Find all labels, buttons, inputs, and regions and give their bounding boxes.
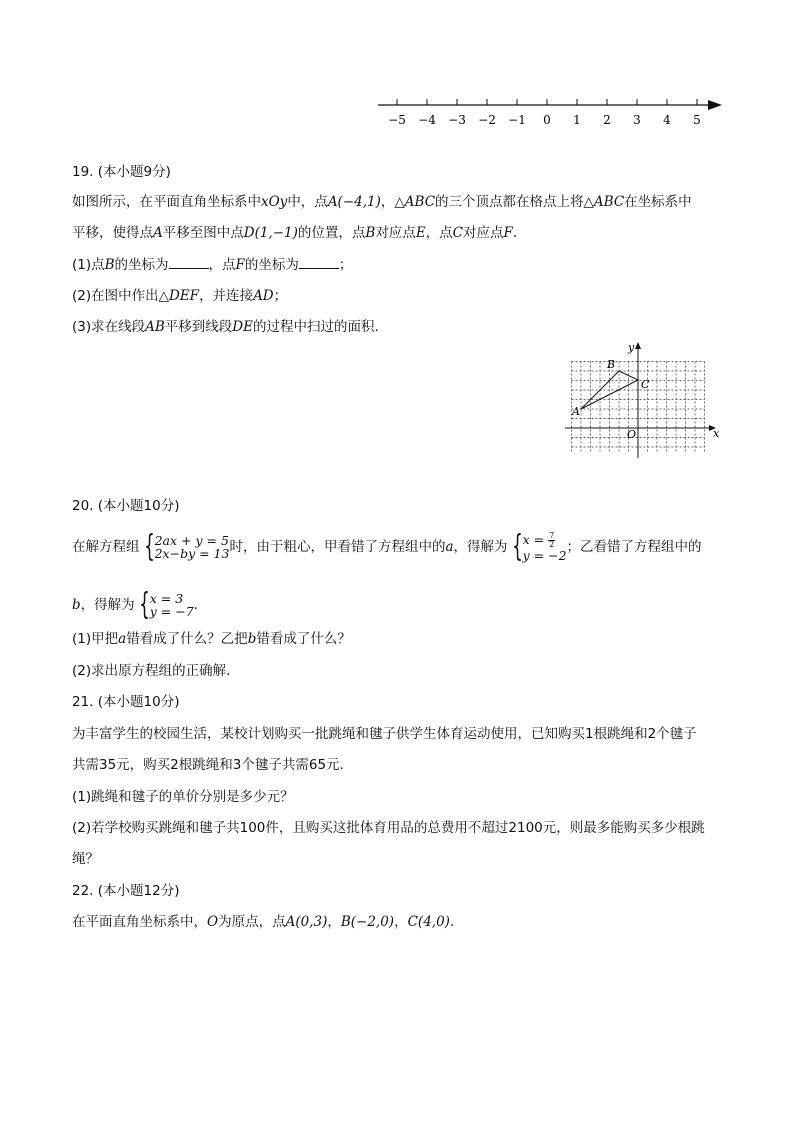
coordinate-grid-figure (560, 340, 725, 460)
answer-blank (299, 256, 339, 269)
q20-statement: 在解方程组 {2ax + y = 5 2x−by = 13时，由于粗心，甲看错了方程组中的a，得解为 {x = $\frac{7}{2}$ y = −2；乙看错了方程组中的 (72, 529, 702, 564)
arrow-right-icon (708, 100, 722, 110)
answer-blank (169, 256, 209, 269)
q21-part1: (1)跳绳和毽子的单价分别是多少元？ (72, 789, 294, 805)
q19-part1: (1)点B的坐标为 ，点F的坐标为 ； (72, 257, 353, 273)
q19-intro-line2: 平移，使得点A平移至图中点D(1,−1)的位置，点B对应点E，点C对应点F. (72, 225, 518, 241)
number-line-label: −3 (448, 113, 466, 127)
q19-part2: (2)在图中作出△DEF，并连接AD； (72, 288, 288, 304)
number-line-label: −5 (388, 113, 406, 127)
number-line-label: 2 (603, 113, 611, 127)
number-line-label: 3 (633, 113, 641, 127)
y-arrow-icon (635, 342, 641, 349)
q21-header: 21. (本小题10分) (72, 694, 180, 710)
number-line-label: 4 (663, 113, 671, 127)
origin-label: O (627, 428, 637, 441)
q21-line2: 共需35元，购买2根跳绳和3个毽子共需65元. (72, 757, 344, 773)
q22-line1: 在平面直角坐标系中，O为原点，点A(0,3)，B(−2,0)，C(4,0). (72, 914, 455, 930)
solution-system-2: {x = 3 y = −7 (138, 587, 194, 622)
q21-line1: 为丰富学生的校园生活，某校计划购买一批跳绳和毽子供学生体育运动使用，已知购买1根跳绳和2个毽子 (72, 726, 697, 742)
q19-header: 19. (本小题9分) (72, 164, 171, 180)
point-c-label: C (641, 378, 650, 391)
q20-part2: (2)求出原方程组的正确解. (72, 663, 231, 679)
q20-part1: (1)甲把a错看成了什么？乙把b错看成了什么？ (72, 631, 351, 647)
number-line-label: 1 (573, 113, 581, 127)
point-b-label: B (607, 358, 616, 371)
q21-part2-line1: (2)若学校购买跳绳和毽子共100件，且购买这批体育用品的总费用不超过2100元，则最多能购买多少根跳 (72, 820, 705, 836)
number-line-label: −4 (418, 113, 436, 127)
q20-header: 20. (本小题10分) (72, 498, 180, 514)
number-line-label: 0 (543, 113, 551, 127)
q20-statement-cont: b，得解为 {x = 3 y = −7. (72, 587, 198, 622)
q19-part3: (3)求在线段AB平移到线段DE的过程中扫过的面积. (72, 319, 379, 335)
x-axis-label: x (713, 427, 720, 440)
point-a-label: A (572, 405, 580, 418)
number-line (370, 90, 730, 130)
q21-part2-line2: 绳？ (72, 851, 99, 867)
solution-system-1: {x = $\frac{7}{2}$ y = −2 (511, 529, 567, 564)
number-line-label: −1 (508, 113, 526, 127)
q19-intro-line1: 如图所示，在平面直角坐标系中xOy中，点A(−4,1)，△ABC的三个顶点都在格点上将△ABC在坐标系中 (72, 194, 692, 210)
equation-system: {2ax + y = 5 2x−by = 13 (143, 529, 230, 564)
q22-header: 22. (本小题12分) (72, 883, 180, 899)
y-axis-label: y (628, 341, 635, 354)
number-line-label: 5 (693, 113, 701, 127)
number-line-label: −2 (478, 113, 496, 127)
